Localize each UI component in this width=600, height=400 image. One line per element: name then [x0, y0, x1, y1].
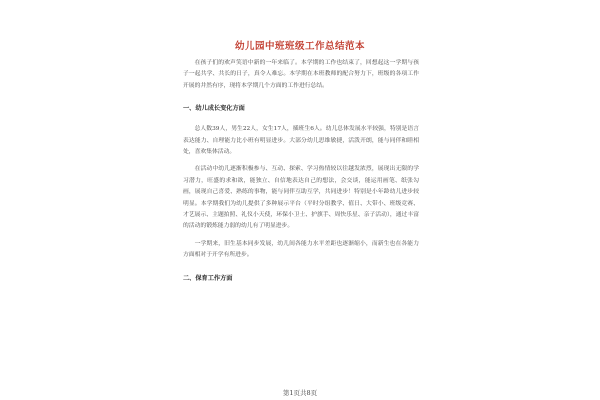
section-heading-growth: 一、幼儿成长变化方面: [183, 105, 245, 113]
document-body: [183, 58, 419, 294]
stats-paragraph: 总人数39人，男生22人，女生17人，插班生6人。幼儿总体发展水平较强，特别是语言表达能力、自理能力比小班有明显进步。大部分幼儿思维敏捷，活泼开朗，能与同伴和睦相处，喜欢集体活动。: [183, 126, 419, 156]
section-heading-care: 二、保育工作方面: [183, 274, 233, 282]
progress-paragraph: 一学期来，旧生基本同步发展，幼儿间各能力水平差距也逐渐缩小，而新生也在各能力方面相对于开学有所进步。: [183, 240, 419, 259]
page-number-footer: 第1页共8页: [282, 389, 318, 397]
document-title: 幼儿园中班班级工作总结范本: [234, 41, 365, 52]
intro-paragraph: 在孩子们的欢声笑语中新的一年来临了。本学期的工作也结束了，回想起这一学期与孩子一起共学、共长的日子，真令人难忘。本学期在本班教师的配合努力下，班级的各项工作开展的井然有序，现将本学期几个方面的工作进行总结。: [183, 60, 419, 89]
activities-paragraph: 在活动中幼儿逐渐积极参与、互动、探索、学习热情较以往越发浓烈，展现出无限的学习潜力，旺盛的求和欲，能独立、自信地表达自己的想法，会交谈，能运用画笔、纸张勾画，展现自己喜爱、熟练的事物，能与同伴互助互学，共同进步！特别是小年龄幼儿进步较明显。本学期我们为幼儿提供了多种展示平台（平时分组教学、值日、大带小、班级竞赛、才艺展示、主题拍照、礼仪小天使，环保小卫士、护旗手、周快乐星、亲子活动），通过丰富的活动的锻炼能力弱的幼儿有了明显进步。: [183, 166, 419, 230]
